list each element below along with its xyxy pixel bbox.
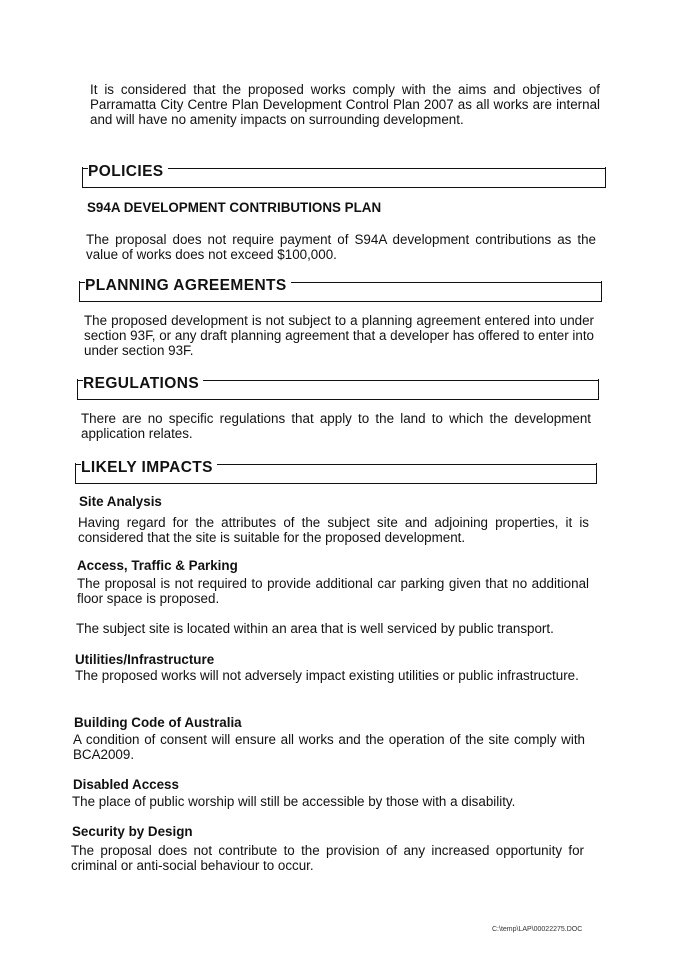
regulations-paragraph: There are no specific regulations that apply to the land to which the development application relates.	[81, 411, 591, 441]
s94a-subheading: S94A DEVELOPMENT CONTRIBUTIONS PLAN	[87, 200, 382, 215]
regulations-heading-box	[77, 375, 599, 400]
site-analysis-paragraph: Having regard for the attributes of the subject site and adjoining properties, it is considered that the site is suitable for the proposed development.	[78, 515, 589, 545]
access-paragraph-1: The proposal is not required to provide additional car parking given that no additional floor space is proposed.	[77, 576, 589, 606]
likely-impacts-heading: LIKELY IMPACTS	[81, 459, 217, 477]
footer-file-path: C:\temp\LAP\00022275.DOC	[492, 926, 583, 933]
planning-agreements-heading-box	[79, 277, 602, 302]
planning-agreements-heading: PLANNING AGREEMENTS	[85, 277, 291, 295]
policies-heading: POLICIES	[88, 163, 168, 181]
policies-heading-box	[82, 163, 606, 188]
utilities-title: Utilities/Infrastructure	[75, 652, 215, 667]
intro-paragraph: It is considered that the proposed works comply with the aims and objectives of Parramatta City Centre Plan Development Control Plan 2007 as all works are internal and will have no amenity impacts on surrounding development.	[90, 82, 600, 127]
s94a-paragraph: The proposal does not require payment of S94A development contributions as the value of works does not exceed $100,000.	[86, 232, 596, 262]
disabled-access-paragraph: The place of public worship will still be accessible by those with a disability.	[72, 794, 516, 809]
bca-paragraph: A condition of consent will ensure all works and the operation of the site comply with BCA2009.	[73, 732, 585, 762]
site-analysis-title: Site Analysis	[79, 494, 162, 509]
access-title: Access, Traffic & Parking	[77, 558, 238, 573]
bca-title: Building Code of Australia	[74, 715, 242, 730]
access-paragraph-2: The subject site is located within an area that is well serviced by public transport.	[76, 621, 554, 636]
planning-agreements-paragraph: The proposed development is not subject to a planning agreement entered into under section 93F, or any draft planning agreement that a developer has offered to enter into under section 93F.	[84, 313, 594, 358]
security-paragraph: The proposal does not contribute to the provision of any increased opportunity for criminal or anti-social behaviour to occur.	[71, 843, 584, 873]
security-title: Security by Design	[72, 824, 193, 839]
utilities-paragraph: The proposed works will not adversely impact existing utilities or public infrastructure.	[75, 668, 579, 683]
disabled-access-title: Disabled Access	[73, 777, 179, 792]
likely-impacts-heading-box	[75, 459, 597, 484]
regulations-heading: REGULATIONS	[83, 375, 203, 393]
